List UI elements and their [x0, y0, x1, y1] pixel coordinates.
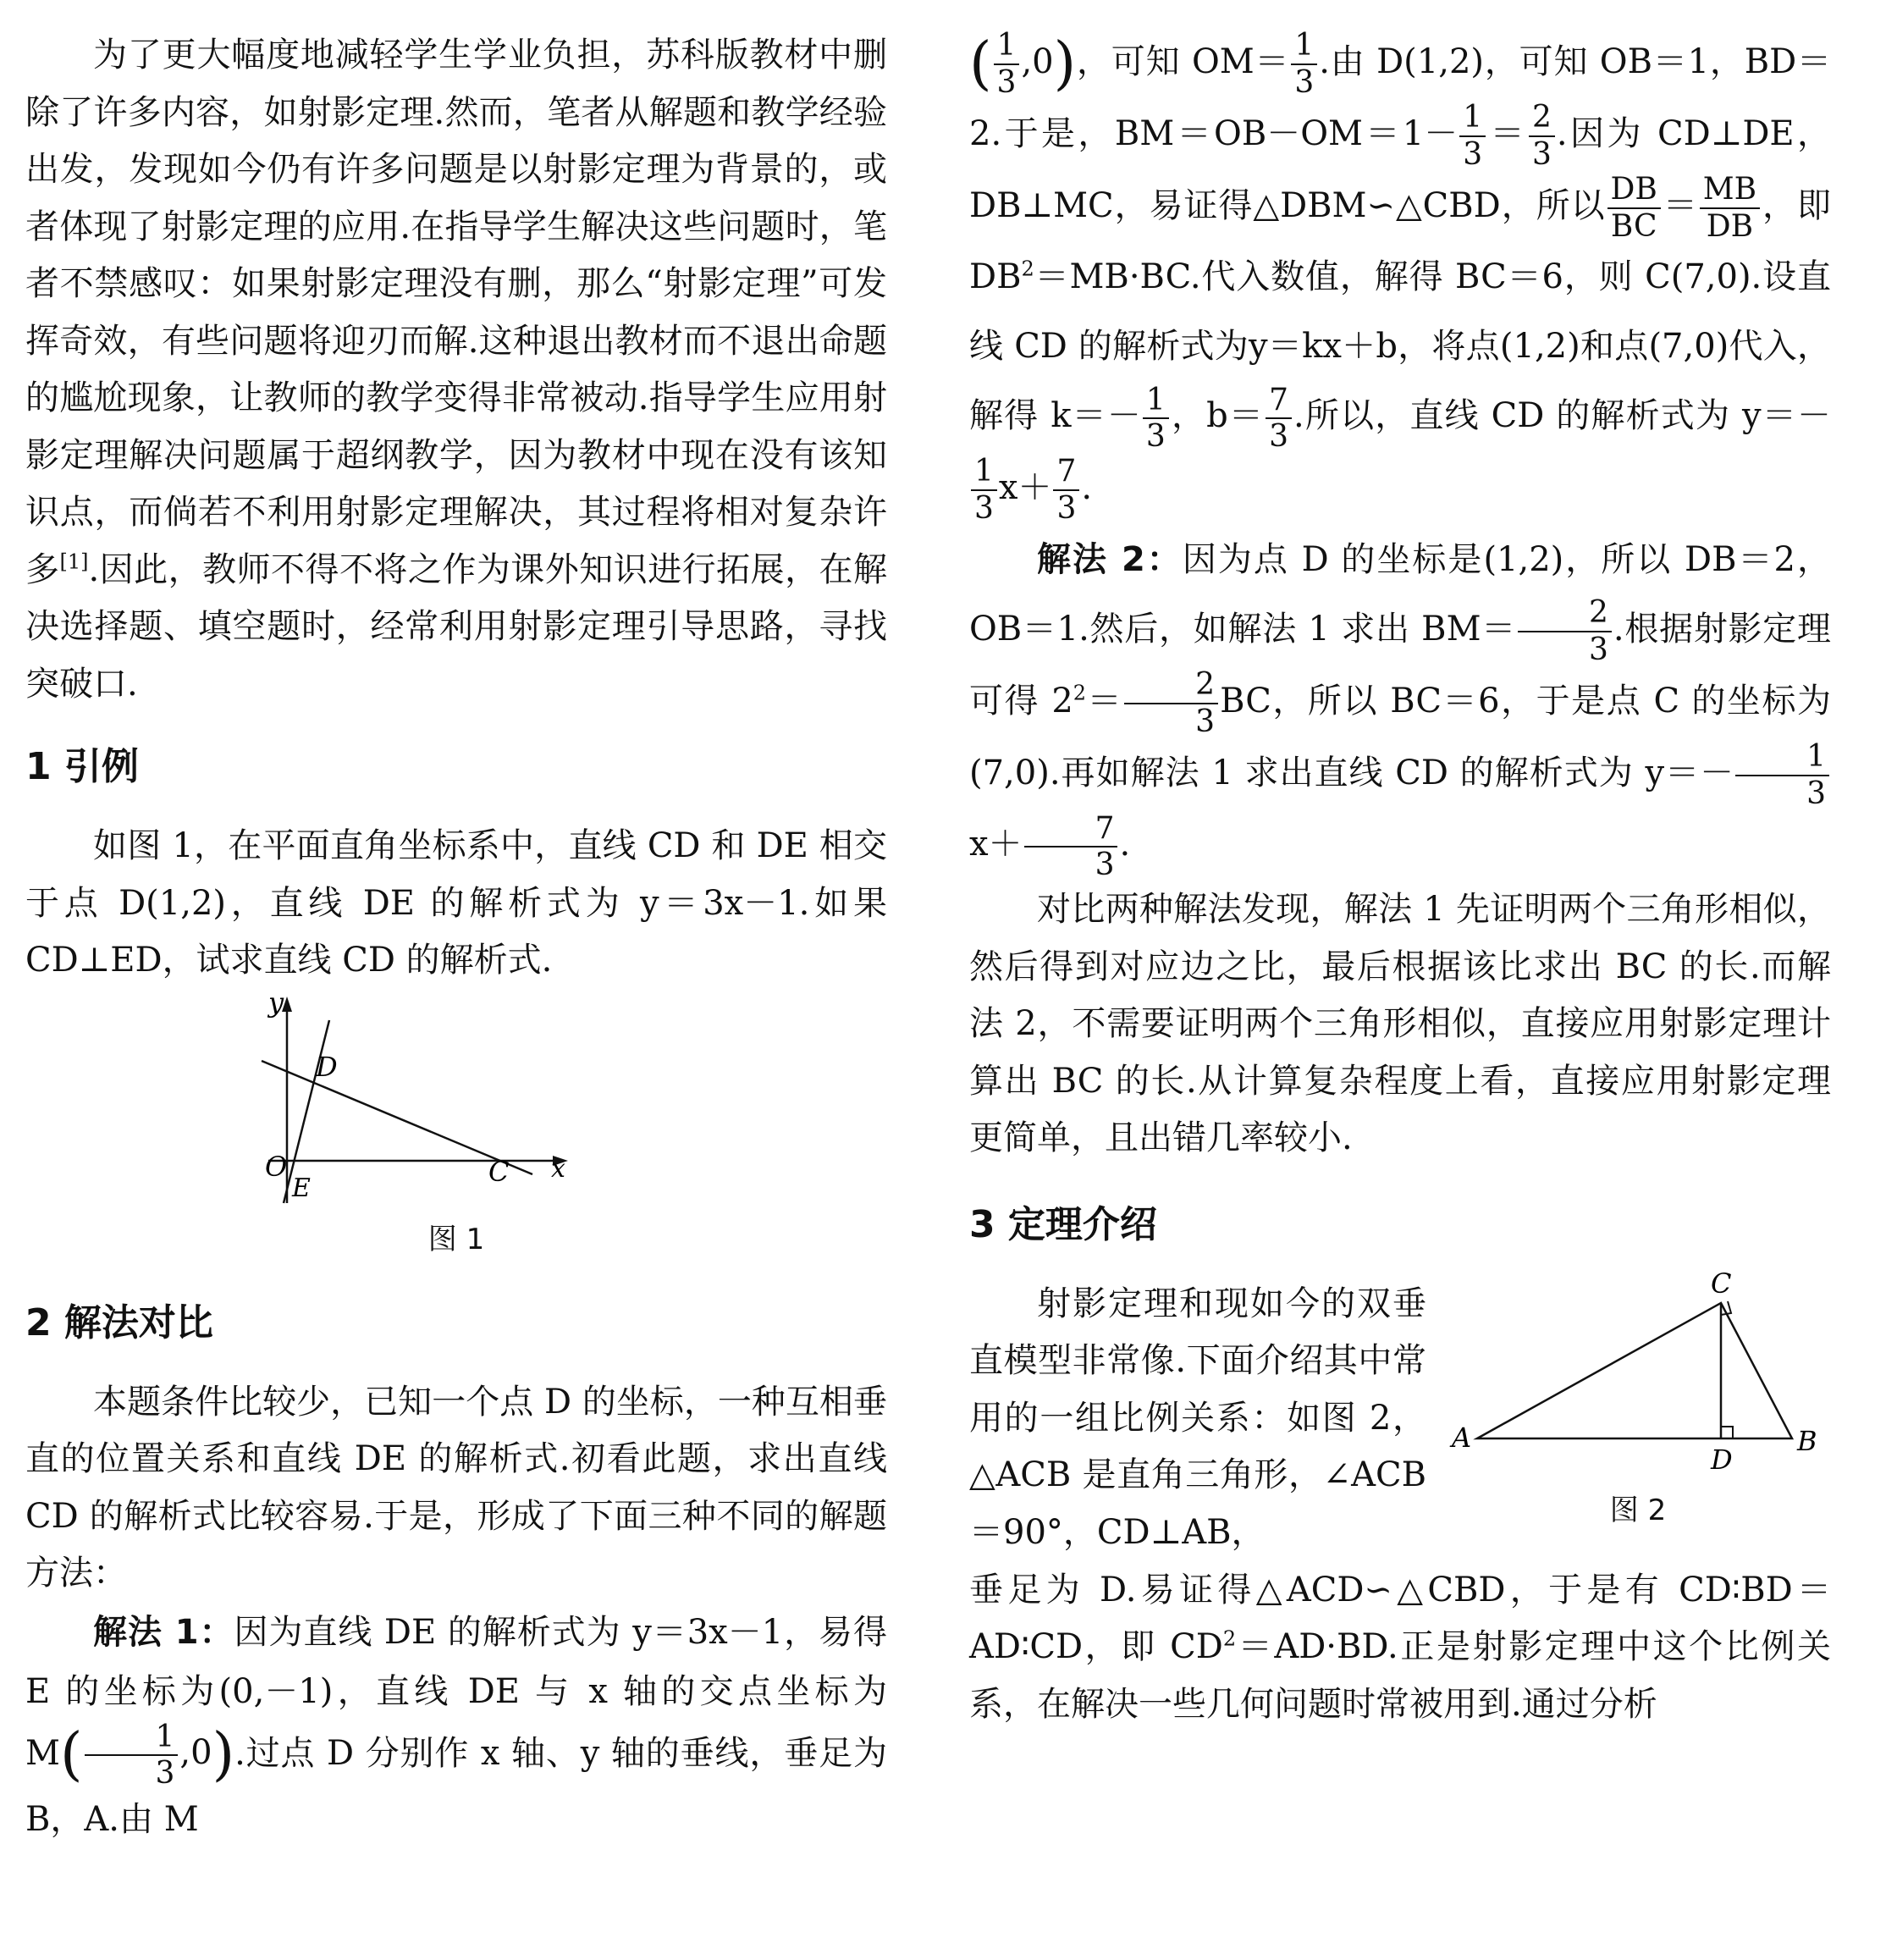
figure-1 — [219, 995, 693, 1215]
label-e: E — [292, 1173, 311, 1203]
left-column — [25, 27, 887, 1849]
label-d: D — [1711, 1443, 1733, 1476]
intro-text: 为了更大幅度地减轻学生学业负担，苏科版教材中删除了许多内容，如射影定理.然而，笔者从解题和教学经验出发，发现如今仍有许多问题是以射影定理为背景的，或者体现了射影定理的应用.在指导学生解决这些问题时，笔者不禁感叹：如果射影定理没有删，那么“射影定理”可发挥奇效，有些问题将迎刃而解.这种退出教材而不退出命题的尴尬现象，让教师的教学变得非常被动.指导学生应用射影定理解决问题属于超纲教学，因为教材中现在没有该知识点，而倘若不利用射影定理解决，其过程将相对复杂许多 — [25, 36, 887, 589]
citation-ref: [1] — [59, 549, 89, 574]
compare-intro-paragraph: 本题条件比较少，已知一个点 D 的坐标，一种互相垂直的位置关系和直线 DE 的解析式.初看此题，求出直线 CD 的解析式比较容易.于是，形成了下面三种不同的解题方法： — [25, 1382, 887, 1593]
method-1-text-2: .过点 D 分别作 x 轴、y 轴的垂线，垂足为 B，A.由 M — [25, 1733, 887, 1840]
example-paragraph: 如图 1，在平面直角坐标系中，直线 CD 和 DE 相交于点 D(1,2)，直线 DE 的解析式为 y＝3x－1.如果 CD⊥ED，试求直线 CD 的解析式. — [25, 826, 887, 980]
label-d: D — [316, 1050, 338, 1083]
triangle-acb — [1477, 1303, 1792, 1438]
figure-2 — [1443, 1273, 1833, 1484]
method-1-continued: ( $\frac{1}{3}$ ,0)，可知 OM＝ $\frac{1}{3}$ .由 D(1,2)，可知 OB＝1，BD＝2.于是，BM＝OB－OM＝1－ $\frac{1}{3}$ ＝ $\frac{2}{3}$ .因为 CD⊥DE，DB⊥MC，易证得△DBM∽△CBD，所以 $\frac{DB}{BC}$ ＝ $\frac{MB}{DB}$ ，即 $DB^2=MB\cdot BC$.代入数值，解得 BC＝6，则 C(7,0).设直线 CD 的解析式为y＝kx＋b，将点(1,2)和点(7,0)代入，解得 k＝－ $\frac{1}{3}$ ，b＝ $\frac{7}{3}$ .所以，直线 CD 的解析式为 y＝－ $\frac{1}{3}$ x＋ $\frac{7}{3}$ . — [969, 28, 1832, 527]
section-3-heading: 3 定理介绍 — [969, 1202, 1157, 1246]
figure-1-caption: 图 1 — [427, 1222, 485, 1256]
right-column — [969, 27, 1831, 1733]
intro-text-end: .因此，教师不得不将之作为课外知识进行拓展，在解决选择题、填空题时，经常利用射影定理引导思路，寻找突破口. — [25, 549, 888, 704]
section-2-heading: 2 解法对比 — [25, 1300, 213, 1344]
right-angle-d — [1721, 1427, 1733, 1438]
contrast-paragraph: 对比两种解法发现，解法 1 先证明两个三角形相似，然后得到对应边之比，最后根据该比求出 BC 的长.而解法 2，不需要证明两个三角形相似，直接应用射影定理计算出 BC 的长.从计算复杂程度上看，直接应用射影定理更简单，且出错几率较小. — [969, 890, 1831, 1158]
method-1-label: 解法 1： — [93, 1612, 234, 1652]
method-1-paragraph: 解法 1：因为直线 DE 的解析式为 y＝3x－1，易得 E 的坐标为(0,－1)，直线 DE 与 x 轴的交点坐标为 M( $\frac{1}{3}$ ,0).过点 D 分别作 x 轴、y 轴的垂线，垂足为 B，A.由 M — [25, 1612, 887, 1840]
method-2-paragraph: 解法 2：因为点 D 的坐标是(1,2)，所以 DB＝2，OB＝1.然后，如解法 1 求出 BM＝ $\frac{2}{3}$ .根据射影定理可得 $2^2=$ $\frac{2}{3}$ BC，所以 BC＝6，于是点 C 的坐标为(7,0).再如解法 1 求出直线 CD 的解析式为 y＝－ $\frac{1}{3}$ x＋ $\frac{7}{3}$ . — [969, 539, 1832, 883]
theorem-block — [969, 1272, 1831, 1562]
method-1-text: 因为直线 DE 的解析式为 y＝3x－1，易得 E 的坐标为(0,－1)，直线 DE 与 x 轴的交点坐标为 M — [25, 1612, 887, 1773]
label-y: y — [268, 994, 284, 1019]
label-a: A — [1452, 1421, 1472, 1454]
label-x: x — [551, 1153, 565, 1184]
label-c: C — [1711, 1272, 1732, 1300]
theorem-paragraph-b: 垂足为 D.易证得△ACD∽△CBD，于是有 CD∶BD＝AD∶CD，即 $CD^2=AD\cdot BD$.正是射影定理中这个比例关系，在解决一些几何问题时常被用到.通过分析 — [969, 1570, 1831, 1724]
label-b: B — [1797, 1424, 1817, 1457]
theorem-paragraph-a: 射影定理和现如今的双垂直模型非常像.下面介绍其中常用的一组比例关系：如图 2，△ACB 是直角三角形，∠ACB＝90°，CD⊥AB， — [969, 1284, 1426, 1552]
label-c: C — [488, 1155, 510, 1188]
fraction-one-third: $\frac{1}{3}$ — [85, 1721, 179, 1791]
method-2-label: 解法 2： — [1037, 539, 1183, 579]
label-o: O — [265, 1150, 288, 1183]
intro-paragraph — [25, 27, 887, 713]
figure-2-caption: 图 2 — [1609, 1493, 1667, 1527]
section-1-heading: 1 引例 — [25, 745, 139, 788]
